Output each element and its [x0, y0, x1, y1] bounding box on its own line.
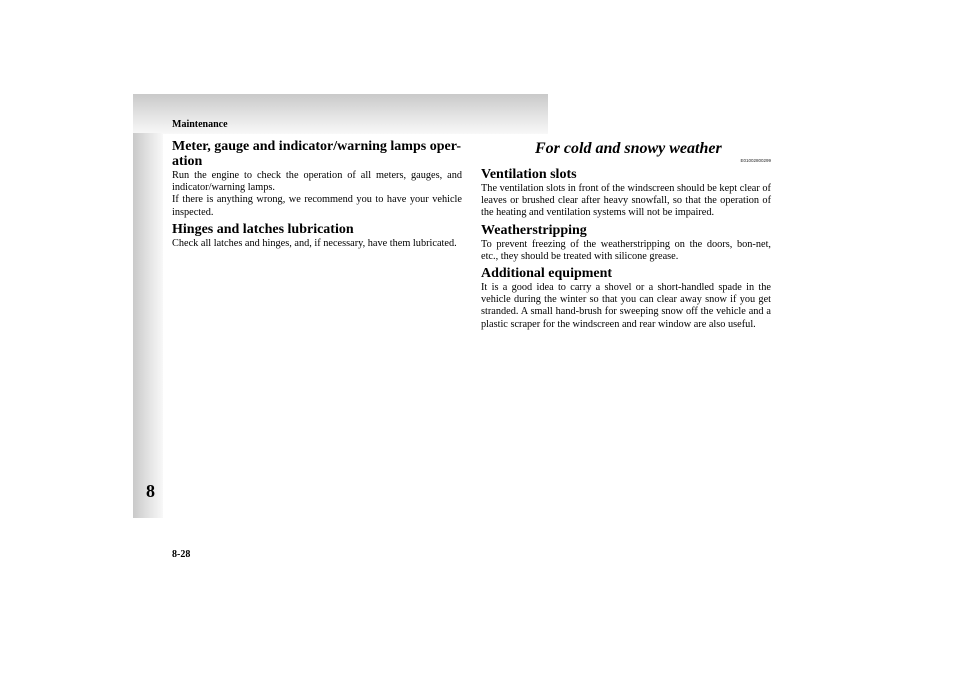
paragraph-meter-gauge-2: If there is anything wrong, we recommend you to have your vehicle inspected. — [172, 194, 462, 218]
heading-weatherstripping: Weatherstripping — [481, 222, 587, 238]
chapter-number: 8 — [146, 481, 155, 501]
heading-ventilation-slots: Ventilation slots — [481, 167, 577, 182]
chapter-title: For cold and snowy weather — [535, 140, 722, 157]
paragraph-weatherstripping: To prevent freezing of the weatherstripping on the doors, bon-net, etc., they should be treated with silicone grease. — [481, 238, 771, 262]
page-number: 8-28 — [172, 549, 191, 560]
heading-meter-gauge: Meter, gauge and indicator/warning lamps oper-ation — [172, 139, 462, 169]
right-column — [481, 139, 771, 334]
paragraph-additional-equipment: It is a good idea to carry a shovel or a short-handled spade in the vehicle during the winter so that you can clear away snow if you get stranded. A small hand-brush for sweeping snow off the vehicle and a plastic scraper for the windscreen and rear window are also useful. — [481, 282, 771, 330]
paragraph-ventilation-slots: The ventilation slots in front of the windscreen should be kept clear of leaves or brushed clear after heavy snowfall, so that the operation of the heating and ventilation systems will not be impaired. — [481, 183, 771, 219]
heading-hinges-latches: Hinges and latches lubrication — [172, 221, 354, 237]
chapter-tab — [133, 133, 163, 518]
section-title: Maintenance — [172, 119, 228, 130]
heading-additional-equipment: Additional equipment — [481, 266, 613, 282]
left-column — [172, 139, 462, 253]
paragraph-hinges-latches: Check all latches and hinges, and, if necessary, have them lubricated. — [172, 237, 457, 249]
paragraph-meter-gauge-1: Run the engine to check the operation of all meters, gauges, and indicator/warning lamps. — [172, 170, 462, 194]
document-code: E01002800299 — [740, 158, 771, 163]
